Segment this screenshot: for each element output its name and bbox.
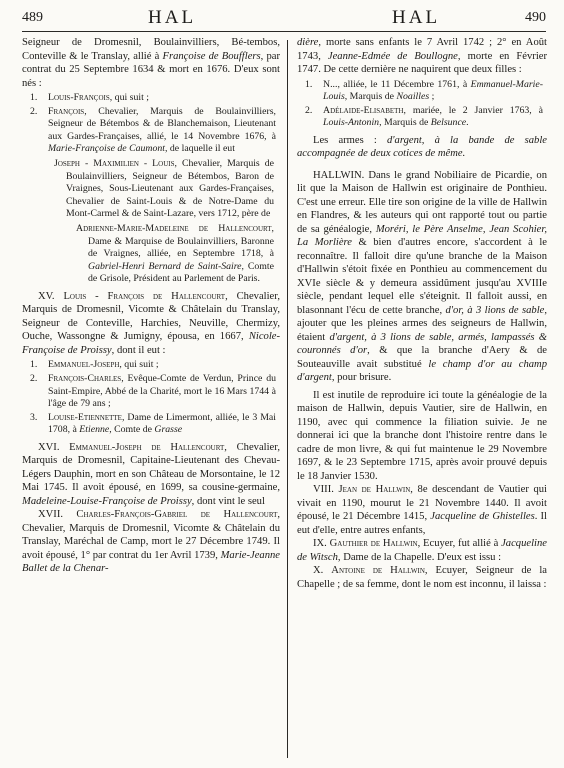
- intro-paragraph: Seigneur de Dromesnil, Boulainvilliers, Bé-tembos, Conteville & le Translay, allié à Françoise de Boufflers, par contrat du 25 Septembre 1634 & mort en 1676. D'eux sont nés :: [22, 37, 280, 89]
- right-running-head: HAL: [392, 7, 441, 28]
- degree-viii: VIII. Jean de Hallwin, 8e descendant de Vautier qui vivait en 1190, mourut le 21 Novembre 1440. Il avoit épousé, le 21 Décembre 1415, Jacqueline de Ghistelles. Il eut d'elle, entre autres enfants,: [297, 484, 547, 536]
- list-item: 2. Adélaide-Elisabeth, mariée, le 2 Janvier 1763, à Louis-Antonin, Marquis de Belsunce.: [305, 104, 543, 129]
- list-item: 2. François, Chevalier, Marquis de Boulainvilliers, Seigneur de Bétembos & de Blanchemaison, Lieutenant aux Gardes-Françaises, allié, le 14 Novembre 1676, à Marie-Françoise de Caumont, de laquelle il eut: [30, 105, 276, 155]
- continuation-paragraph: dière, morte sans enfants le 7 Avril 1742 ; 2° en Août 1743, Jeanne-Edmée de Boullogne, morte en Février 1747. De cette dernière ne naquirent que deux filles :: [297, 37, 547, 75]
- right-column: [297, 36, 547, 591]
- degree-x: X. Antoine de Hallwin, Ecuyer, Seigneur de la Chapelle ; de sa femme, dont le nom est inconnu, il laissa :: [297, 565, 548, 590]
- degree-xvii: XVII. Charles-François-Gabriel de Hallencourt, Chevalier, Marquis de Dromesnil, Vicomte & Châtelain du Translay, Maréchal de Camp, mort le 27 Décembre 1749. Il avoit épousé, 1° par contrat du 1er Avril 1739, Marie-Jeanne Ballet de la Chenar-: [22, 509, 280, 575]
- header-rule: [22, 31, 546, 32]
- hallwin-article: HALLWIN. Dans le grand Nobiliaire de Picardie, on lit que la Maison de Hallwin est originaire de Ponthieu. C'est une erreur. Elle tire son origine de la ville de Hallwin en Flandres, & les auteurs qui ont rapporté tout ou partie de sa généalogie, Moréri, le Père Anselme, Jean Scohier, La Morlière & bien d'autres encore, s'accordent à le reconnaître. Il falloit dire qu'une branche de la Maison d'Hallwin s'étoit fixée en Ponthieu au commencement du XVIe siècle & y demeura assidûment jusqu'au XVIIIe siècle, pendant lequel elle s'éteignit. Il falloit aussi, en blasonnant l'écu de cette branche, d'or, à 3 lions de sable, ajouter que les pleines armes des seigneurs de Hallwin, étaient d'argent, à 3 lions de sable, armés, lampassés & couronnés d'or, & que la branche d'Aery & de Souteauville avait substitué le champ d'or au champ d'argent, pour brisure.: [297, 169, 548, 384]
- children-list-2: [22, 359, 280, 437]
- page-header: [22, 7, 546, 29]
- degree-xvi: XVI. Emmanuel-Joseph de Hallencourt, Chevalier, Marquis de Dromesnil, Capitaine-Lieutenant des Chevau-Légers Dauphin, mort en son Château de Morsontaine, le 12 Mai 1745. Il avoit épousé, en 1699, sa cousine-germaine, Madeleine-Louise-Françoise de Proissy, dont vint le seul: [22, 441, 280, 507]
- column-divider: [287, 40, 288, 758]
- list-item: 3. Louise-Etiennette, Dame de Limermont, alliée, le 3 Mai 1708, à Etienne, Comte de Grasse: [30, 411, 276, 436]
- arms-paragraph: Les armes : d'argent, à la bande de sable accompagnée de deux cotices de même.: [297, 134, 547, 160]
- list-item: 1. N..., alliée, le 11 Décembre 1761, à Emmanuel-Marie-Louis, Marquis de Noailles ;: [305, 78, 543, 103]
- joseph-entry: Joseph - Maximilien - Louis, Chevalier, Marquis de Boulainvilliers, Seigneur de Bétembos, Baron de Vraignes, Sous-Lieutenant aux Gardes-Françaises, Chevalier de Saint-Louis & de Notre-Dame du Mont-Carmel & de Saint-Lazare, vers 1712, père de: [54, 157, 274, 220]
- degree-ix: IX. Gauthier de Hallwin, Ecuyer, fut allié à Jacqueline de Witsch, Dame de la Chapelle. D'eux est issu :: [297, 538, 547, 563]
- right-page-number: 490: [525, 10, 546, 25]
- list-item: 1. Emmanuel-Joseph, qui suit ;: [30, 359, 159, 371]
- list-item: 1. Louis-François, qui suit ;: [30, 92, 149, 103]
- children-list-1: [22, 92, 280, 156]
- left-column: [22, 36, 280, 576]
- left-page-number: 489: [22, 10, 43, 25]
- daughters-list: [297, 79, 547, 130]
- left-running-head: HAL: [148, 7, 197, 28]
- genealogy-note: Il est inutile de reproduire ici toute la généalogie de la maison de Hallwin, depuis Vautier, sire de Hallwin, en 1190, avec qui commence la filiation suivie. Je ne donnerai ici que la branche dont l'histoire rentre dans le cadre de mon livre, & qui fut maintenue le 29 Novembre 1697, & le 23 Septembre 1715, après avoir prouvé depuis le 18 Janvier 1530.: [297, 389, 547, 482]
- entry-title: HALLWIN: [313, 169, 362, 181]
- adrienne-entry: Adrienne-Marie-Madeleine de Hallencourt, Dame & Marquise de Boulainvilliers, Baronne de Vraignes, alliée, en Septembre 1718, à Gabriel-Henri Bernard de Saint-Saire, Comte de Grisole, Président au Parlement de Paris.: [76, 222, 274, 285]
- list-item: 2. François-Charles, Evêque-Comte de Verdun, Prince du Saint-Empire, Abbé de la Charité, mort le 16 Mars 1744 à l'âge de 79 ans ;: [30, 373, 276, 410]
- degree-xv: XV. Louis - François de Hallencourt, Chevalier, Marquis de Dromesnil, Vicomte & Châtelain du Translay, Seigneur de Conteville, Harchies, Neuville, Chermizy, Ouche, Wassongne & Jumigny, épousa, en 1667, Nicole-Françoise de Proissy, dont il eut :: [22, 290, 280, 356]
